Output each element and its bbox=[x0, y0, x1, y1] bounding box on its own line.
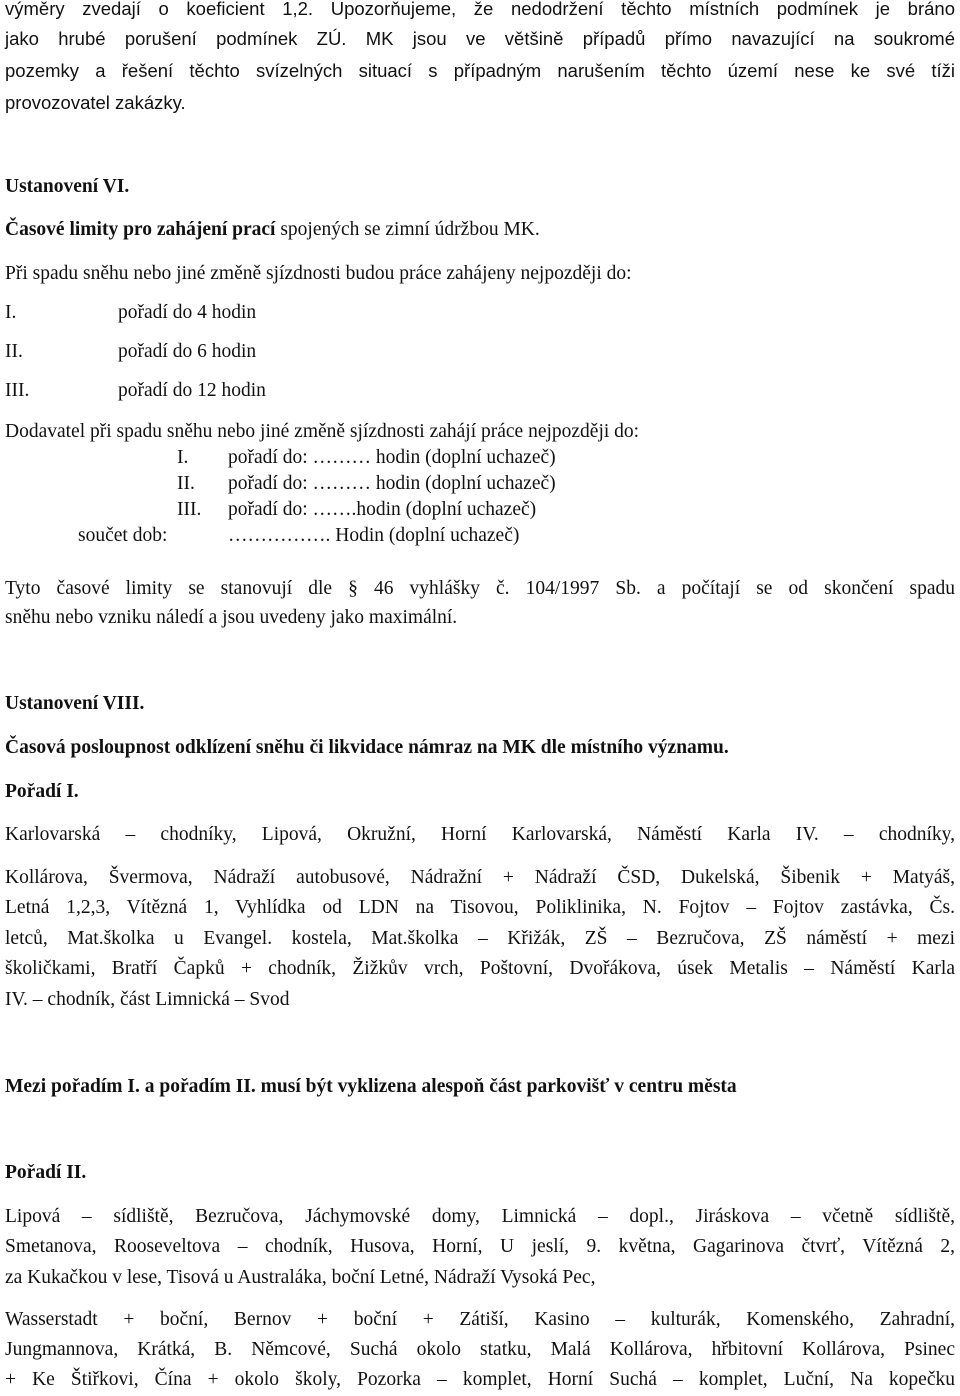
intro-line-1: výměry zvedají o koeficient 1,2. Upozorňujeme, že nedodržení těchto místních podmínek je bráno bbox=[5, 0, 955, 19]
intro-line-4: provozovatel zakázky. bbox=[5, 92, 186, 113]
supplier-2-number: II. bbox=[177, 473, 195, 494]
section-6-title bbox=[5, 218, 955, 242]
supplier-2-text: pořadí do: ……… hodin (doplní uchazeč) bbox=[228, 473, 556, 494]
supplier-1-number: I. bbox=[177, 447, 189, 468]
section-8-title: Časová posloupnost odklízení sněhu či likvidace námraz na MK dle místního významu. bbox=[5, 737, 729, 758]
limit-1-text: pořadí do 4 hodin bbox=[118, 302, 257, 323]
limit-3-text: pořadí do 12 hodin bbox=[118, 380, 266, 401]
supplier-intro: Dodavatel při spadu sněhu nebo jiné změně sjízdnosti zahájí práce nejpozději do: bbox=[5, 421, 640, 442]
limit-2-number: II. bbox=[5, 341, 23, 362]
order-2-line-3: za Kukačkou v lese, Tisová u Australáka, boční Letné, Nádraží Vysoká Pec, bbox=[5, 1267, 596, 1288]
intro-line-2: jako hrubé porušení podmínek ZÚ. MK jsou ve většině případů přímo navazující na soukromé bbox=[5, 28, 955, 49]
order-2-line-1: Lipová – sídliště, Bezručova, Jáchymovské domy, Limnická – dopl., Jiráskova – včetně sídliště, bbox=[5, 1206, 955, 1227]
limit-1-number: I. bbox=[5, 302, 17, 323]
section-8-heading: Ustanovení VIII. bbox=[5, 693, 145, 714]
section-6-intro: Při spadu sněhu nebo jiné změně sjízdnosti budou práce zahájeny nejpozději do: bbox=[5, 263, 632, 284]
limit-3-number: III. bbox=[5, 380, 30, 401]
order-2-line-4: Wasserstadt + boční, Bernov + boční + Zátiší, Kasino – kulturák, Komenského, Zahradní, bbox=[5, 1309, 955, 1330]
order-2-label: Pořadí II. bbox=[5, 1162, 87, 1183]
between-orders-note: Mezi pořadím I. a pořadím II. musí být vyklizena alespoň část parkovišť v centru města bbox=[5, 1076, 737, 1097]
supplier-3-number: III. bbox=[177, 499, 202, 520]
section-6-heading: Ustanovení VI. bbox=[5, 176, 130, 197]
sum-label: součet dob: bbox=[78, 525, 168, 546]
order-1-label: Pořadí I. bbox=[5, 781, 79, 802]
order-2-line-5: Jungmannova, Krátká, B. Němcové, Suchá okolo statku, Malá Kollárova, hřbitovní Kollárova, Psinec bbox=[5, 1339, 955, 1360]
intro-line-3: pozemky a řešení těchto svízelných situací s případným narušením těchto území nese ke své tíži bbox=[5, 60, 955, 81]
closing-line-2: sněhu nebo vzniku náledí a jsou uvedeny jako maximální. bbox=[5, 607, 458, 628]
sum-text: ……………. Hodin (doplní uchazeč) bbox=[228, 525, 520, 546]
order-1-line-4: letců, Mat.školka u Evangel. kostela, Mat.školka – Křižák, ZŠ – Bezručova, ZŠ náměstí + mezi bbox=[5, 928, 955, 949]
order-2-line-6: + Ke Štiřkovi, Čína + okolo školy, Pozorka – komplet, Horní Suchá – komplet, Luční, Na kopečku bbox=[5, 1369, 955, 1390]
order-2-line-2: Smetanova, Rooseveltova – chodník, Husova, Horní, U jeslí, 9. května, Gagarinova čtvrť, Vítězná 2, bbox=[5, 1236, 955, 1257]
order-1-line-1: Karlovarská – chodníky, Lipová, Okružní, Horní Karlovarská, Náměstí Karla IV. – chodníky, bbox=[5, 824, 955, 845]
limit-2-text: pořadí do 6 hodin bbox=[118, 341, 257, 362]
order-1-line-2: Kollárova, Švermova, Nádraží autobusové, Nádražní + Nádraží ČSD, Dukelská, Šibenik + Matyáš, bbox=[5, 867, 955, 888]
order-1-line-3: Letná 1,2,3, Vítězná 1, Vyhlídka od LDN na Tisovou, Poliklinika, N. Fojtov – Fojtov zastávka, Čs. bbox=[5, 897, 955, 918]
closing-line-1: Tyto časové limity se stanovují dle § 46 vyhlášky č. 104/1997 Sb. a počítají se od skončení spadu bbox=[5, 578, 955, 599]
order-1-line-6: IV. – chodník, část Limnická – Svod bbox=[5, 989, 290, 1010]
order-1-line-5: školičkami, Bratří Čapků + chodník, Žižkův vrch, Poštovní, Dvořákova, úsek Metalis – Náměstí Karla bbox=[5, 958, 955, 979]
section-6-title-bold: Časové limity pro zahájení prací bbox=[5, 219, 276, 240]
supplier-3-text: pořadí do: …….hodin (doplní uchazeč) bbox=[228, 499, 537, 520]
supplier-1-text: pořadí do: ……… hodin (doplní uchazeč) bbox=[228, 447, 556, 468]
section-6-title-rest: spojených se zimní údržbou MK. bbox=[275, 219, 540, 240]
